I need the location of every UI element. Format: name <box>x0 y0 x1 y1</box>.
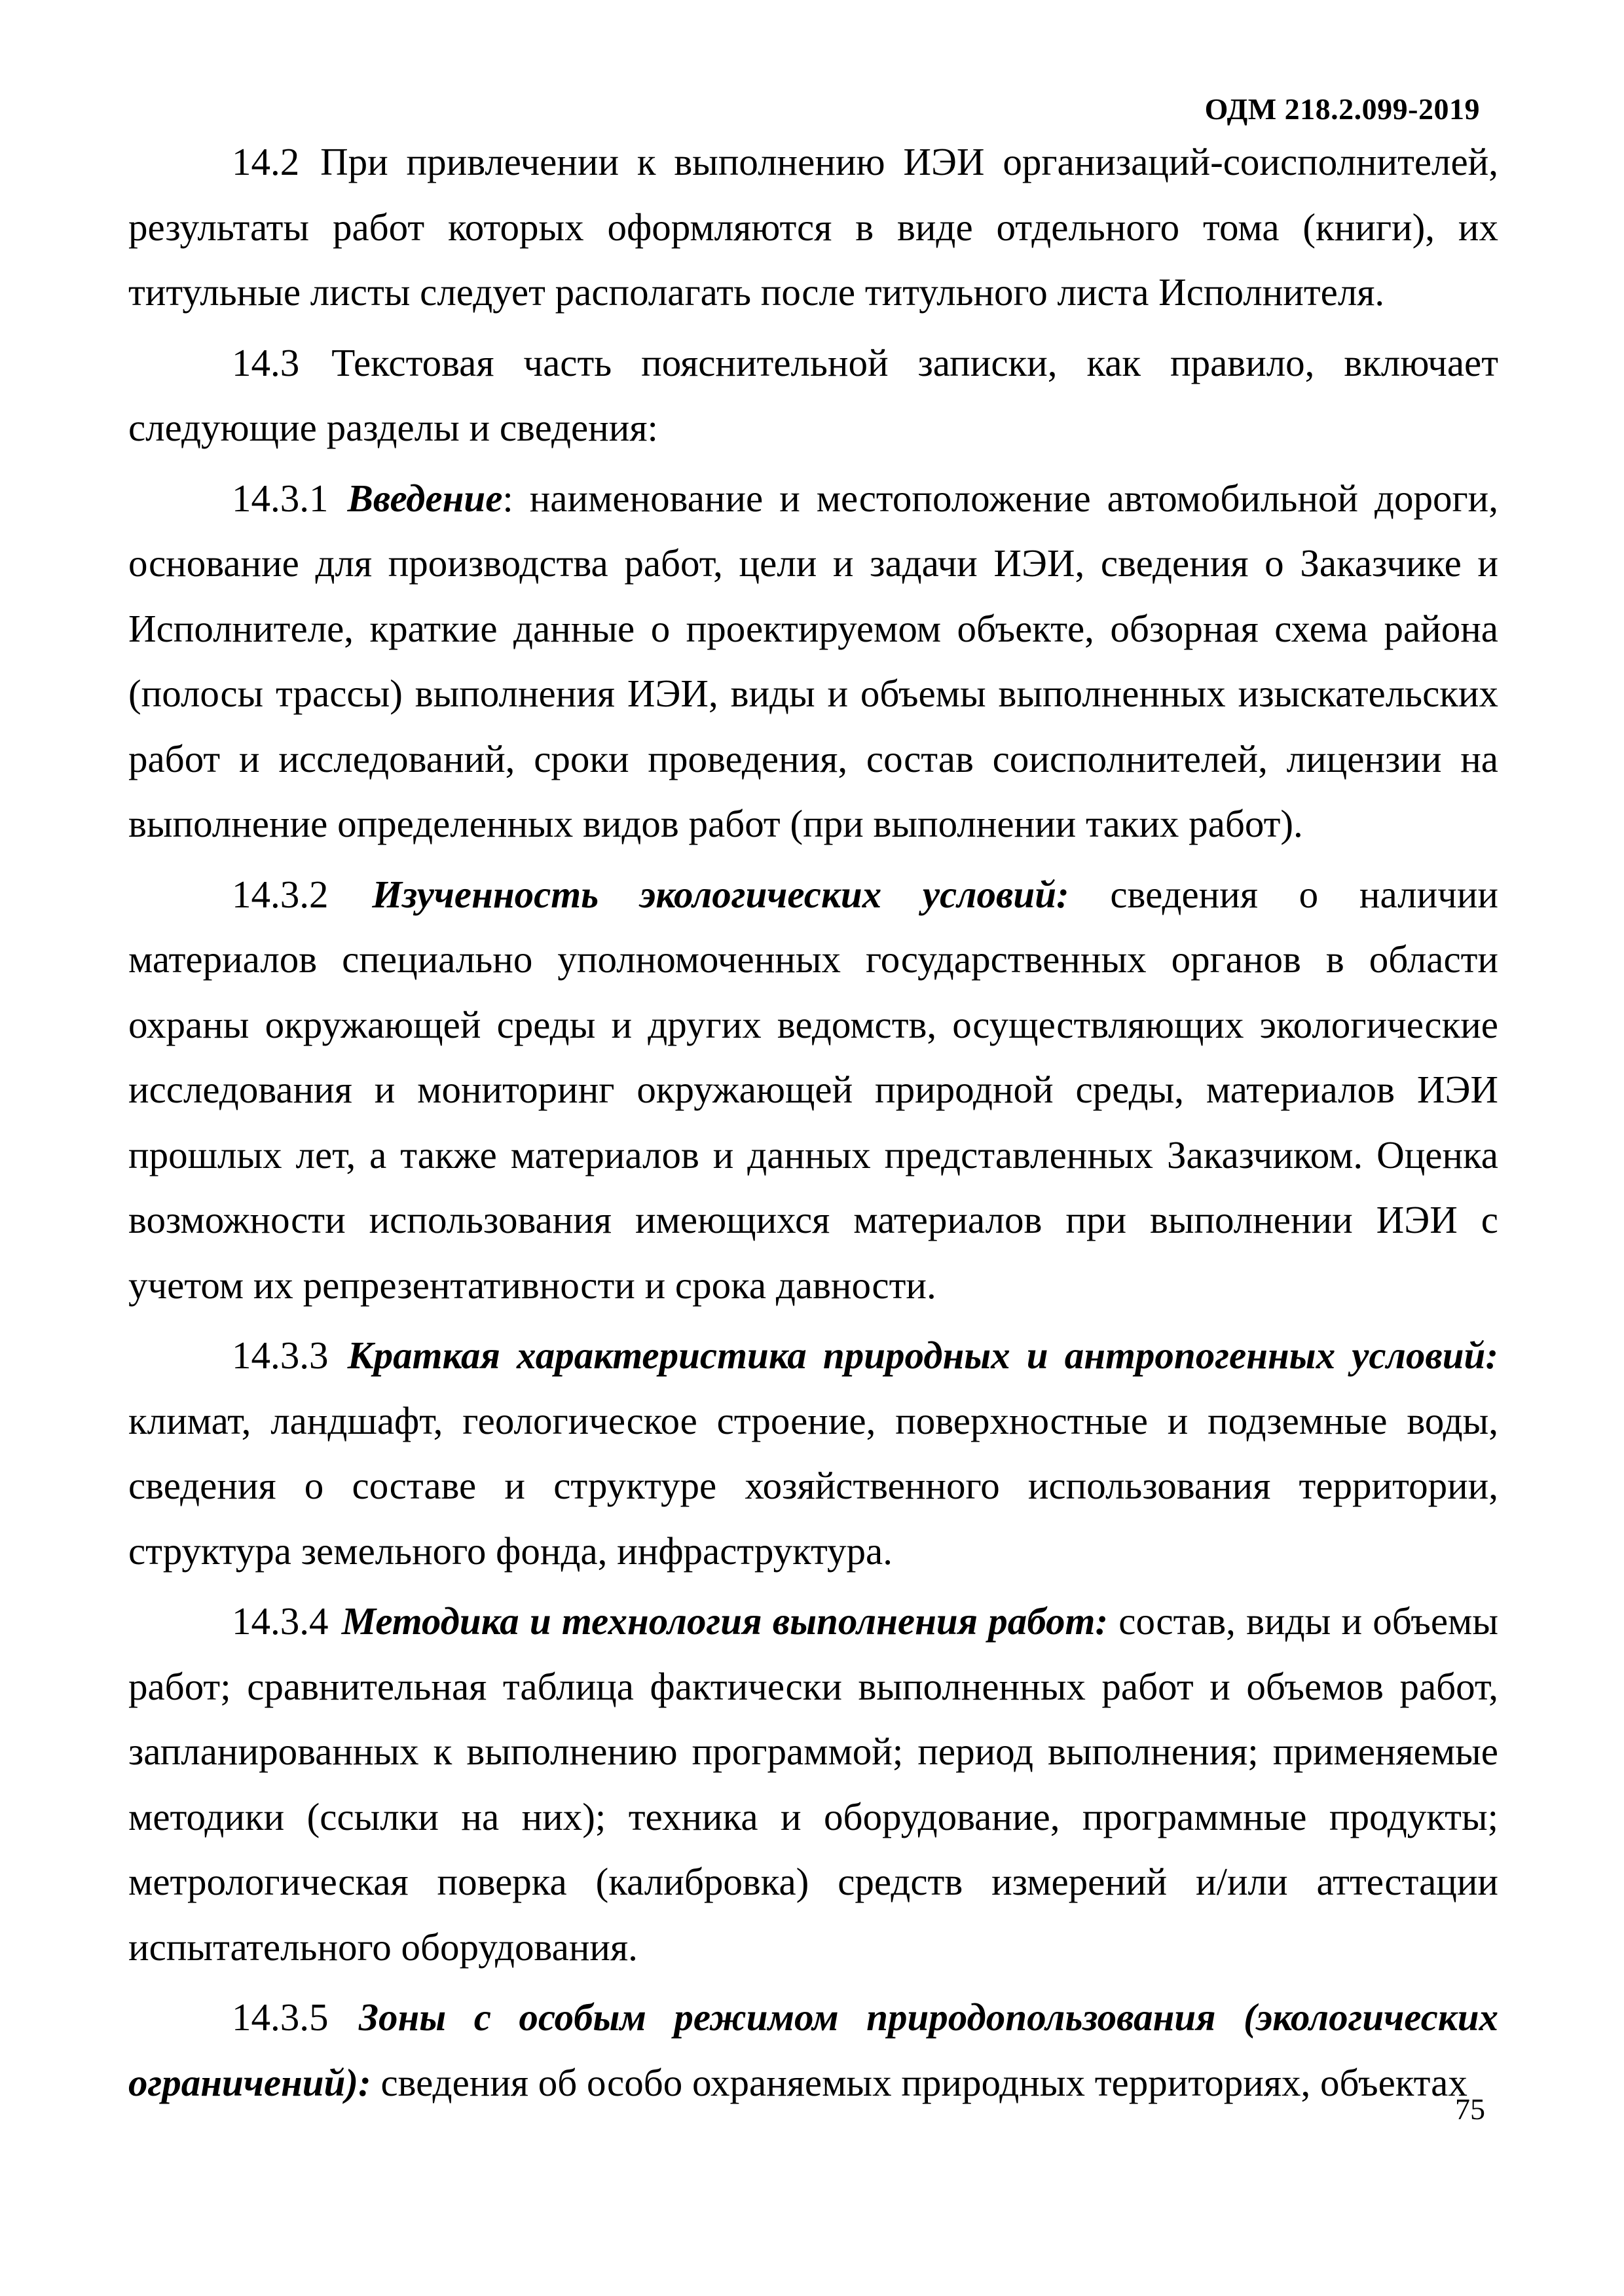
paragraph-text: состав, виды и объемы работ; сравнительная таблица фактически выполненных работ и объемов работ, запланированных к выполнению программой; период выполнения; применяемые методики (ссылки на них); техника и оборудование, программные продукты; метрологическая поверка (калибровка) средств измерений и/или аттестации испытательного оборудования. <box>128 1599 1499 1969</box>
paragraph-14-3 <box>128 331 1498 461</box>
paragraph-term: Методика и технология выполнения работ: <box>341 1599 1109 1643</box>
paragraph-term: Изученность экологических условий: <box>372 872 1069 916</box>
paragraph-number: 14.3.2 <box>232 872 329 916</box>
paragraph-14-3-5 <box>128 1985 1498 2115</box>
paragraph-text: Текстовая часть пояснительной записки, как правило, включает следующие разделы и сведения: <box>128 340 1498 449</box>
paragraph-number: 14.3.4 <box>232 1599 329 1643</box>
paragraph-number: 14.3 <box>232 340 300 384</box>
paragraph-text: климат, ландшафт, геологическое строение, поверхностные и подземные воды, сведения о составе и структуре хозяйственного использования территории, структура земельного фонда, инфраструктура. <box>128 1398 1498 1573</box>
paragraph-number: 14.3.1 <box>232 476 329 520</box>
document-body <box>128 130 1498 2115</box>
paragraph-14-3-3 <box>128 1323 1498 1584</box>
paragraph-number: 14.3.3 <box>232 1334 329 1377</box>
paragraph-text: сведения об особо охраняемых природных территориях, объектах <box>371 2060 1467 2104</box>
paragraph-term: Зоны с особым режимом природопользования (экологических ограничений): <box>128 1995 1499 2104</box>
paragraph-term: Краткая характеристика природных и антропогенных условий: <box>347 1334 1499 1377</box>
paragraph-14-3-1 <box>128 466 1498 857</box>
paragraph-14-2 <box>128 130 1498 325</box>
paragraph-number: 14.3.5 <box>232 1995 329 2039</box>
paragraph-14-3-2 <box>128 862 1498 1319</box>
paragraph-term: Введение <box>347 476 503 520</box>
page-number: 75 <box>1455 2092 1485 2126</box>
paragraph-14-3-4 <box>128 1589 1498 1980</box>
paragraph-text: При привлечении к выполнению ИЭИ организаций-соисполнителей, результаты работ которых оформляются в виде отдельного тома (книги), их титульные листы следует располагать после титульного листа Исполнителя. <box>128 140 1498 314</box>
paragraph-number: 14.2 <box>232 140 300 183</box>
paragraph-text: сведения о наличии материалов специально уполномоченных государственных органов в области охраны окружающей среды и других ведомств, осуществляющих экологические исследования и мониторинг окружающей природной среды, материалов ИЭИ прошлых лет, а также материалов и данных представленных Заказчиком. Оценка возможности использования имеющихся материалов при выполнении ИЭИ с учетом их репрезентативности и срока давности. <box>128 872 1498 1307</box>
document-code: ОДМ 218.2.099-2019 <box>1204 92 1480 126</box>
paragraph-text: : наименование и местоположение автомобильной дороги, основание для производства работ, цели и задачи ИЭИ, сведения о Заказчике и Исполнителе, краткие данные о проектируемом объекте, обзорная схема района (полосы трассы) выполнения ИЭИ, виды и объемы выполненных изыскательских работ и исследований, сроки проведения, состав соисполнителей, лицензии на выполнение определенных видов работ (при выполнении таких работ). <box>128 476 1498 845</box>
